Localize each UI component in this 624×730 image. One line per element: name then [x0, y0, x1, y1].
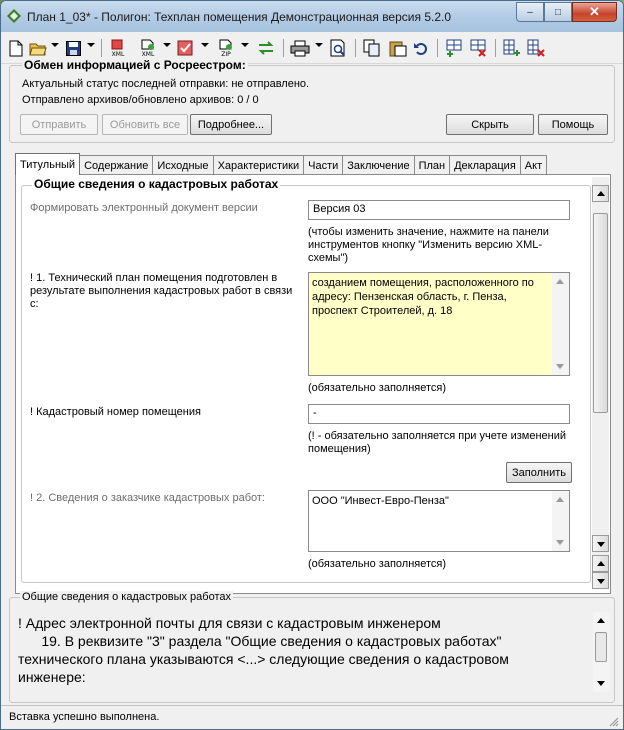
fill-button[interactable]: Заполнить: [506, 462, 572, 483]
tab-declaration[interactable]: Декларация: [449, 155, 521, 175]
cadnum-field[interactable]: -: [308, 404, 570, 424]
scroll-up-icon: [556, 279, 564, 284]
status-text: Вставка успешно выполнена.: [9, 711, 160, 723]
save-button[interactable]: [63, 38, 83, 58]
status-bar: [1, 705, 623, 730]
open-dropdown-arrow[interactable]: [51, 43, 59, 47]
panel-scrollbar[interactable]: [592, 177, 609, 589]
paste-button[interactable]: [387, 38, 409, 58]
delete-row-icon: [468, 39, 488, 57]
copy-button[interactable]: [361, 38, 383, 58]
help-button[interactable]: Помощь: [538, 114, 608, 135]
arrow-down-icon: [597, 542, 605, 547]
customer-scrollbar[interactable]: [552, 491, 569, 551]
tab-conclusion[interactable]: Заключение: [342, 155, 414, 175]
cadastral-works-group: [21, 177, 591, 583]
scroll-down-button[interactable]: [592, 535, 609, 552]
close-icon: ✕: [589, 4, 600, 19]
xml-dropdown-arrow[interactable]: [163, 43, 171, 47]
arrow-down-icon: [597, 579, 605, 584]
reason-required-hint: (обязательно заполняется): [308, 382, 447, 394]
xml-import-label: XML: [141, 50, 155, 58]
version-hint: (чтобы изменить значение, нажмите на панели инструментов кнопку "Изменить версию XML-схемы"): [308, 226, 549, 264]
minimize-icon: –: [527, 6, 533, 18]
window-controls: [516, 2, 617, 22]
exchange-button[interactable]: [255, 38, 277, 58]
exchange-title: Обмен информацией с Росреестром:: [24, 58, 246, 72]
version-field[interactable]: Версия 03: [308, 200, 570, 220]
toolbar-separator: [101, 39, 102, 57]
maximize-button[interactable]: [544, 2, 572, 22]
customer-label: ! 2. Сведения о заказчике кадастровых работ:: [30, 492, 265, 504]
app-diamond-icon: [7, 9, 21, 23]
zip-icon: [216, 39, 236, 58]
print-button[interactable]: [289, 38, 311, 58]
reason-scrollbar[interactable]: [552, 273, 569, 375]
xml-import-button[interactable]: [137, 38, 159, 58]
title-bar[interactable]: [1, 1, 623, 32]
tab-characteristics[interactable]: Характеристики: [213, 155, 305, 175]
delete-table-icon: [526, 39, 546, 57]
print-icon: [290, 40, 310, 57]
close-button[interactable]: [572, 2, 617, 22]
undo-icon: [413, 40, 429, 56]
add-table-button[interactable]: [501, 38, 523, 58]
preview-icon: [329, 39, 347, 57]
open-button[interactable]: [28, 38, 48, 58]
tab-contents[interactable]: Содержание: [79, 155, 153, 175]
toolbar-separator: [437, 39, 438, 57]
new-document-button[interactable]: [7, 38, 25, 58]
help-scroll-thumb[interactable]: [595, 632, 607, 662]
customer-text: ООО "Инвест-Евро-Пенза": [312, 495, 449, 507]
scroll-down-icon: [597, 681, 605, 686]
copy-icon: [363, 39, 381, 57]
reason-label: ! 1. Технический план помещения подготовлен в результате выполнения кадастровых работ в связи с:: [30, 272, 293, 310]
tab-plan[interactable]: План: [414, 155, 451, 175]
send-button[interactable]: Отправить: [20, 114, 98, 135]
help-title: Общие сведения о кадастровых работах: [22, 591, 231, 603]
delete-table-button[interactable]: [525, 38, 547, 58]
save-icon: [66, 41, 81, 56]
check-dropdown-arrow[interactable]: [201, 43, 209, 47]
resize-grip-icon[interactable]: [607, 715, 619, 727]
print-dropdown-arrow[interactable]: [315, 43, 323, 47]
xml-export-label: XML: [111, 50, 125, 58]
help-line-2: 19. В реквизите "3" раздела "Общие сведения о кадастровых работах" технического плана указываются <...> следующие сведения о кадастровом инженере:: [18, 633, 513, 685]
customer-memo[interactable]: [308, 490, 570, 552]
scroll-up-button[interactable]: [592, 185, 609, 202]
new-doc-icon: [9, 40, 23, 57]
undo-button[interactable]: [411, 38, 431, 58]
tab-source-data[interactable]: Исходные: [152, 155, 213, 175]
scroll-down-icon: [556, 364, 564, 369]
scroll-up-icon: [597, 618, 605, 623]
cadnum-label: ! Кадастровый номер помещения: [30, 406, 201, 418]
arrow-up-icon: [597, 561, 605, 566]
toolbar-separator: [283, 39, 284, 57]
help-panel: [9, 591, 615, 703]
add-row-icon: [444, 39, 464, 57]
paste-icon: [389, 39, 407, 57]
exchange-icon: [257, 39, 275, 57]
xml-import-icon: [138, 39, 158, 58]
reason-text: созданием помещения, расположенного по адресу: Пензенская область, г. Пенза, проспект Строителей, д. 18: [312, 277, 534, 317]
tab-panel-title-page: [15, 174, 611, 594]
tab-strip: [15, 153, 546, 175]
maximize-icon: □: [554, 6, 562, 18]
spin-down-button[interactable]: [592, 572, 609, 589]
details-button[interactable]: Подробнее...: [190, 114, 272, 135]
zip-label: ZIP: [221, 50, 231, 58]
scroll-thumb[interactable]: [593, 213, 608, 413]
add-table-icon: [502, 39, 522, 57]
arrow-up-icon: [597, 191, 605, 196]
spin-up-button[interactable]: [592, 555, 609, 572]
minimize-button[interactable]: [516, 2, 544, 22]
toolbar-separator: [355, 39, 356, 57]
hide-button[interactable]: Скрыть: [446, 114, 534, 135]
toolbar-separator: [495, 39, 496, 57]
check-button[interactable]: [175, 38, 197, 58]
cadnum-hint: (! - обязательно заполняется при учете изменений помещения): [308, 430, 567, 455]
check-icon: [177, 39, 195, 57]
preview-button[interactable]: [327, 38, 349, 58]
save-dropdown-arrow[interactable]: [87, 43, 95, 47]
scroll-up-icon: [556, 497, 564, 502]
version-label: Формировать электронный документ версии: [30, 202, 258, 214]
delete-row-button[interactable]: [467, 38, 489, 58]
xml-export-icon: [108, 39, 128, 58]
reason-memo[interactable]: [308, 272, 570, 376]
tab-parts[interactable]: Части: [303, 155, 343, 175]
xml-export-button[interactable]: [107, 38, 129, 58]
help-text: [18, 614, 578, 686]
zip-dropdown-arrow[interactable]: [241, 43, 249, 47]
exchange-archives: Отправлено архивов/обновлено архивов: 0 / 0: [22, 94, 259, 106]
help-line-1: ! Адрес электронной почты для связи с кадастровым инженером: [18, 615, 441, 631]
rosreestr-exchange-group: [9, 58, 615, 143]
zip-button[interactable]: [215, 38, 237, 58]
add-row-button[interactable]: [443, 38, 465, 58]
update-all-button[interactable]: Обновить все: [102, 114, 188, 135]
open-folder-icon: [29, 41, 47, 56]
section-title: Общие сведения о кадастровых работах: [34, 177, 279, 191]
help-scrollbar[interactable]: [593, 612, 610, 692]
exchange-status: Актуальный статус последней отправки: не отправлено.: [22, 78, 310, 90]
tab-title-page[interactable]: Титульный: [15, 153, 80, 175]
customer-required-hint: (обязательно заполняется): [308, 558, 447, 570]
window-title: План 1_03* - Полигон: Техплан помещения Демонстрационная версия 5.2.0: [27, 10, 452, 24]
scroll-down-icon: [556, 540, 564, 545]
tab-act[interactable]: Акт: [520, 155, 547, 175]
